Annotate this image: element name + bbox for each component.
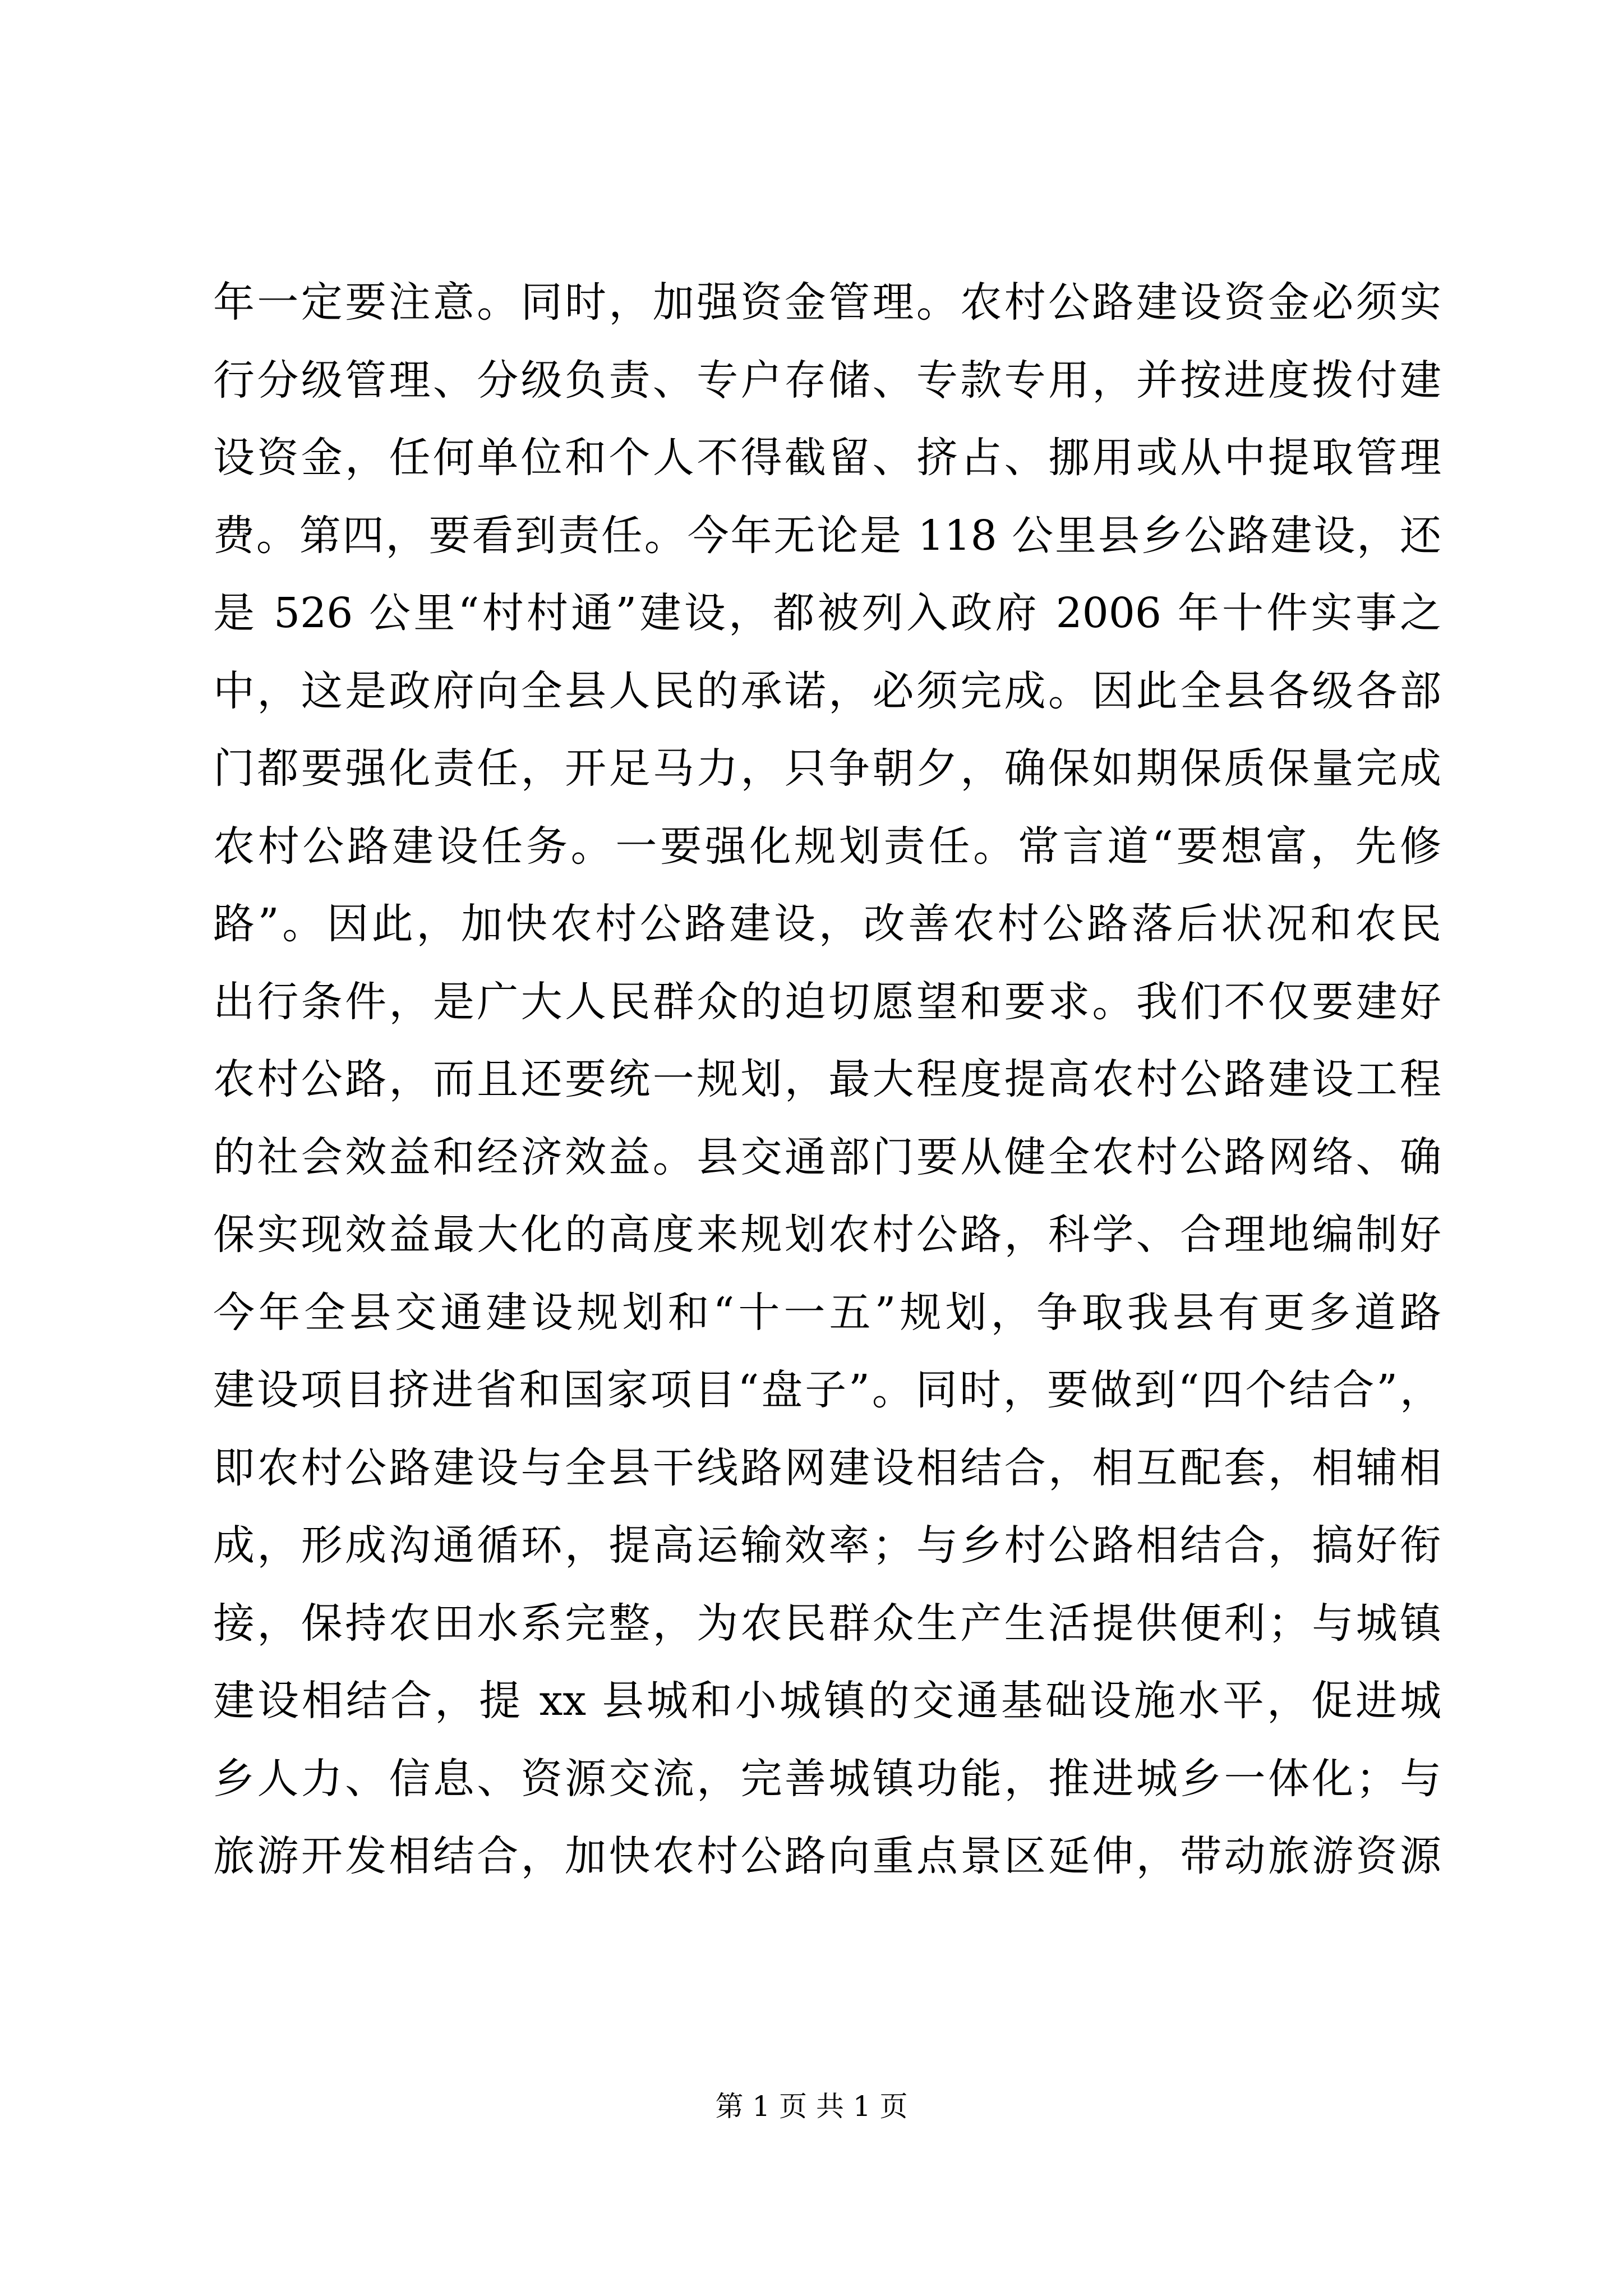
text-line: 今年全县交通建设规划和“十一五”规划，争取我县有更多道路 (213, 1288, 1441, 1337)
text-line: 路”。因此，加快农村公路建设，改善农村公路落后状况和农民 (213, 900, 1441, 948)
text-line: 门都要强化责任，开足马力，只争朝夕，确保如期保质保量完成 (213, 744, 1441, 793)
text-line: 乡人力、信息、资源交流，完善城镇功能，推进城乡一体化；与 (213, 1754, 1441, 1803)
text-line: 成，形成沟通循环，提高运输效率；与乡村公路相结合，搞好衔 (213, 1521, 1441, 1570)
text-line: 旅游开发相结合，加快农村公路向重点景区延伸，带动旅游资源 (213, 1832, 1441, 1880)
text-line: 是 526 公里“村村通”建设，都被列入政府 2006 年十件实事之 (213, 589, 1441, 637)
text-line: 农村公路建设任务。一要强化规划责任。常言道“要想富，先修 (213, 822, 1441, 871)
text-line: 中，这是政府向全县人民的承诺，必须完成。因此全县各级各部 (213, 666, 1441, 715)
text-line: 保实现效益最大化的高度来规划农村公路，科学、合理地编制好 (213, 1211, 1441, 1259)
text-line: 年一定要注意。同时，加强资金管理。农村公路建设资金必须实 (213, 278, 1441, 326)
text-line: 即农村公路建设与全县干线路网建设相结合，相互配套，相辅相 (213, 1443, 1441, 1492)
text-line: 农村公路，而且还要统一规划，最大程度提高农村公路建设工程 (213, 1055, 1441, 1103)
body-text (213, 264, 1441, 1895)
text-line: 行分级管理、分级负责、专户存储、专款专用，并按进度拨付建 (213, 356, 1441, 404)
text-line: 的社会效益和经济效益。县交通部门要从健全农村公路网络、确 (213, 1133, 1441, 1181)
text-line: 接，保持农田水系完整，为农民群众生产生活提供便利；与城镇 (213, 1599, 1441, 1648)
text-line: 费。第四，要看到责任。今年无论是 118 公里县乡公路建设，还 (213, 511, 1441, 560)
page-number-footer: 第 1 页 共 1 页 (715, 2090, 908, 2123)
text-line: 出行条件，是广大人民群众的迫切愿望和要求。我们不仅要建好 (213, 977, 1441, 1026)
text-line: 设资金，任何单位和个人不得截留、挤占、挪用或从中提取管理 (213, 434, 1441, 482)
text-line: 建设相结合，提 xx 县城和小城镇的交通基础设施水平，促进城 (213, 1677, 1441, 1725)
text-line: 建设项目挤进省和国家项目“盘子”。同时，要做到“四个结合”， (213, 1366, 1441, 1414)
